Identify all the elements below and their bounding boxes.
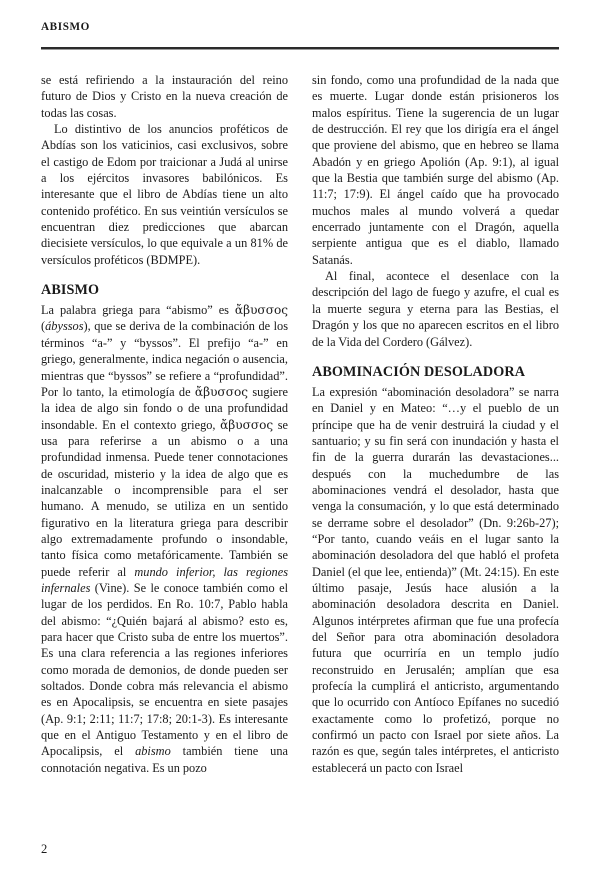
paragraph-abdias-continued: se está refiriendo a la instauración del reino futuro de Dios y Cristo en la nueva creación de todas las cosas. [41,73,288,120]
greek-word: ἄβυσσος [234,303,288,318]
italic-run: abismo [135,744,171,759]
text-run: (Vine). Se le conoce también como el lugar de los perdidos. En Ro. 10:7, Pablo habla del abismo: “¿Quién bajará al abismo? esto es, para hacer que Cristo suba de entre los muertos”. Es una clara referencia a las regiones inferiores como morada de demonios, de donde pueden ser soltados. Donde cobra más relevancia el abismo es en Apocalipsis, se encuentra en siete pasajes (Ap. 9:1; 2:11; 11:7; 17:8; 20:1-3). Es interesante que en el Antiguo Testamento y en el libro de Apocalipsis, el [41,580,288,759]
text-run: La palabra griega para “abismo” es [41,303,235,318]
italic-run: mundo inferior, las regiones infernales [41,564,288,595]
greek-word: ἄβυσσος [194,384,248,399]
text-run: sugiere la idea de algo sin fondo o de una profundidad insondable. En el contexto griego, [41,384,288,432]
running-header: ABISMO [41,21,90,33]
page-number: 2 [41,842,48,856]
left-column [41,72,288,822]
text-run: se usa para referirse a un abismo o a una profundidad inmensa. Puede tener connotaciones de oscuridad, misterio y la idea de algo que es inalcanzable o incomprensible para el ser humano. A menudo, se utiliza en un sentido figurativo en la literatura griega para describir algo extremadamente profundo o insondable, tanto física como metafóricamente. También se puede referir al [41,417,288,579]
two-column-body [41,72,559,822]
section-heading-abominacion-desoladora: ABOMINACIÓN DESOLADORA [312,363,526,380]
entry-body-abominacion: La expresión “abominación desoladora” se narra en Daniel y en Mateo: “…y el pueblo de un príncipe que ha de venir destruirá la ciudad y el santuario; y su fin será con inundación y hasta el fin de la guerra durarán las devastaciones... después con la muchedumbre de las abominaciones vendrá el desolador, hasta que venga la consumación, y lo que está determinado se derrame sobre el desolador” (Dn. 9:26b-27); “Por tanto, cuando veáis en el lugar santo la abominación desoladora del que habló el profeta Daniel (el que lee, entienda)” (Mt. 24:15). En este último pasaje, Jesús hace alusión a la abominación desoladora descrita en Daniel. Algunos intérpretes afirman que fue una profecía del Señor para otra abominación desoladora futura que ocurriría en un templo judío reconstruido en Jerusalén; amplían que esa profecía la cumplirá el anticristo, argumentando que lo ocurrido con Antíoco Epífanes no sucedió exactamente como lo profetizó, porque no confirmó un pacto con Israel por siete años. La razón es que, según tales intérpretes, el anticristo establecerá un pacto con Israel [312,384,559,775]
greek-word: ἄβυσσος [220,417,274,432]
header-rule [41,47,559,50]
text-run: ( [41,319,46,334]
entry-body-abismo [41,302,288,776]
italic-run: ábyssos [45,319,84,334]
paragraph-abdias-prophecy: Lo distintivo de los anuncios proféticos de Abdías son los vaticinios, casi exclusivos, sobre el castigo de Edom por traicionar a Judá al unirse a los ejércitos invasores babilónicos. Es interesante que el libro de Abdías tiene un alto contenido profético. En sus veintiún versículos se encuentran diez predicciones que abarcan diecisiete versículos, lo que equivale a un 81% de versículos proféticos (BDMPE). [41,122,288,267]
section-spacer [312,350,559,363]
text-run: también tiene una connotación negativa. Es un pozo [41,744,289,775]
section-spacer [41,268,288,281]
paragraph-abismo-continued: sin fondo, como una profundidad de la nada que es muerte. Lugar donde están prisioneros los malos espíritus. Tiene la sugerencia de un lugar de destrucción. El rey que los dirigía era el ángel que proviene del abismo, que en hebreo se llama Abadón y en griego Apolión (Ap. 9:1), al igual que la Bestia que también surge del abismo (Ap. 11:7; 17:9). El ángel caído que ha provocado muchos males al mundo volverá a quedar encerrado juntamente con el Dragón, aquella serpiente antigua que es el diablo, llamado Satanás. [312,73,559,267]
section-heading-abismo: ABISMO [41,282,100,299]
text-run: ), que se deriva de la combinación de los términos “a-” y “byssos”. El prefijo “a-” en griego, generalmente, indica negación o ausencia, mientras que “byssos” se refiere a “profundidad”. Por lo tanto, la etimología de [41,319,288,399]
right-column [312,72,559,822]
paragraph-abismo-final: Al final, acontece el desenlace con la descripción del lago de fuego y azufre, el cual es la muerte segura y eterna para las Bestias, el Dragón y los que no aparecen escritos en el libro de la Vida del Cordero (Gálvez). [312,269,559,349]
